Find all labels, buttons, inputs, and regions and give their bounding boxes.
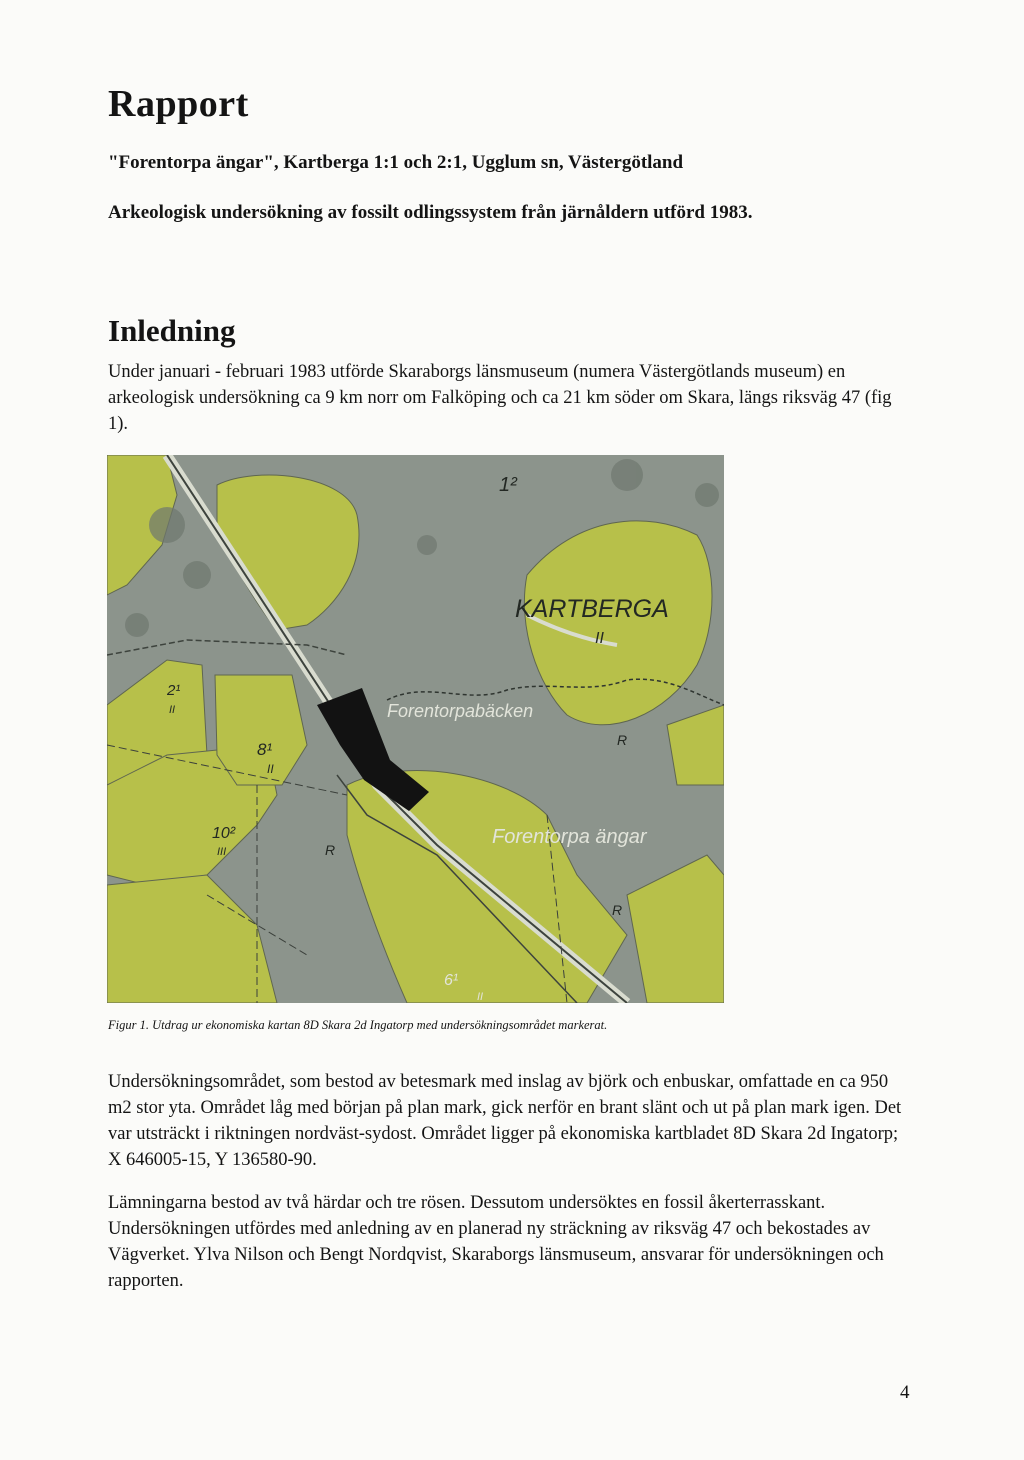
map-label-r-1: R xyxy=(617,732,628,748)
map-label-kartberga-sub: II xyxy=(595,630,604,647)
map-label-parcel-8-sub: II xyxy=(267,762,274,776)
map-label-parcel-1: 1² xyxy=(499,474,517,496)
intro-paragraph: Under januari - februari 1983 utförde Skaraborgs länsmuseum (numera Västergötlands museum) en arkeologisk undersökning ca 9 km norr om Falköping och ca 21 km söder om Skara, längs riksväg 47 (fig 1). xyxy=(108,362,892,434)
economic-map-image xyxy=(107,455,724,1003)
map-label-parcel-6-sub: II xyxy=(477,991,484,1003)
map-label-meadow: Forentorpa ängar xyxy=(492,826,647,848)
map-label-parcel-6: 6¹ xyxy=(444,972,459,989)
report-title: Rapport xyxy=(108,83,249,125)
page-number: 4 xyxy=(900,1382,910,1403)
map-label-parcel-2: 2¹ xyxy=(167,682,181,699)
map-figure xyxy=(107,455,724,1003)
map-label-stream: Forentorpabäcken xyxy=(387,701,534,721)
map-label-parcel-10: 10² xyxy=(212,825,236,842)
map-label-kartberga: KARTBERGA xyxy=(515,595,669,623)
map-label-parcel-2-sub: II xyxy=(169,704,176,716)
site-subtitle: "Forentorpa ängar", Kartberga 1:1 och 2:1, Ugglum sn, Västergötland xyxy=(108,152,684,173)
map-label-parcel-8: 8¹ xyxy=(257,740,273,759)
investigation-subtitle: Arkeologisk undersökning av fossilt odlingssystem från järnåldern utförd 1983. xyxy=(108,202,753,223)
map-label-r-2: R xyxy=(612,902,623,918)
map-label-r-3: R xyxy=(325,842,336,858)
figure-caption: Figur 1. Utdrag ur ekonomiska kartan 8D Skara 2d Ingatorp med undersökningsområdet markerat. xyxy=(108,1018,608,1032)
body-paragraph-2: Undersökningsområdet, som bestod av betesmark med inslag av björk och enbuskar, omfattade en ca 950 m2 stor yta. Området låg med början på plan mark, gick nerför en brant slänt och ut på plan mark igen. Det var utsträckt i riktningen nordväst-sydost. Området ligger på ekonomiska kartbladet 8D Skara 2d Ingatorp; X 646005-15, Y 136580-90. xyxy=(108,1072,902,1170)
section-heading-inledning: Inledning xyxy=(108,313,236,348)
body-paragraph-3: Lämningarna bestod av två härdar och tre rösen. Dessutom undersöktes en fossil åkerterrasskant. Undersökningen utfördes med anledning av en planerad ny sträckning av riksväg 47 och bekostades av Vägverket. Ylva Nilson och Bengt Nordqvist, Skaraborgs länsmuseum, ansvarar för undersökningen och rapporten. xyxy=(108,1193,884,1291)
map-label-parcel-10-sub: III xyxy=(217,846,227,858)
